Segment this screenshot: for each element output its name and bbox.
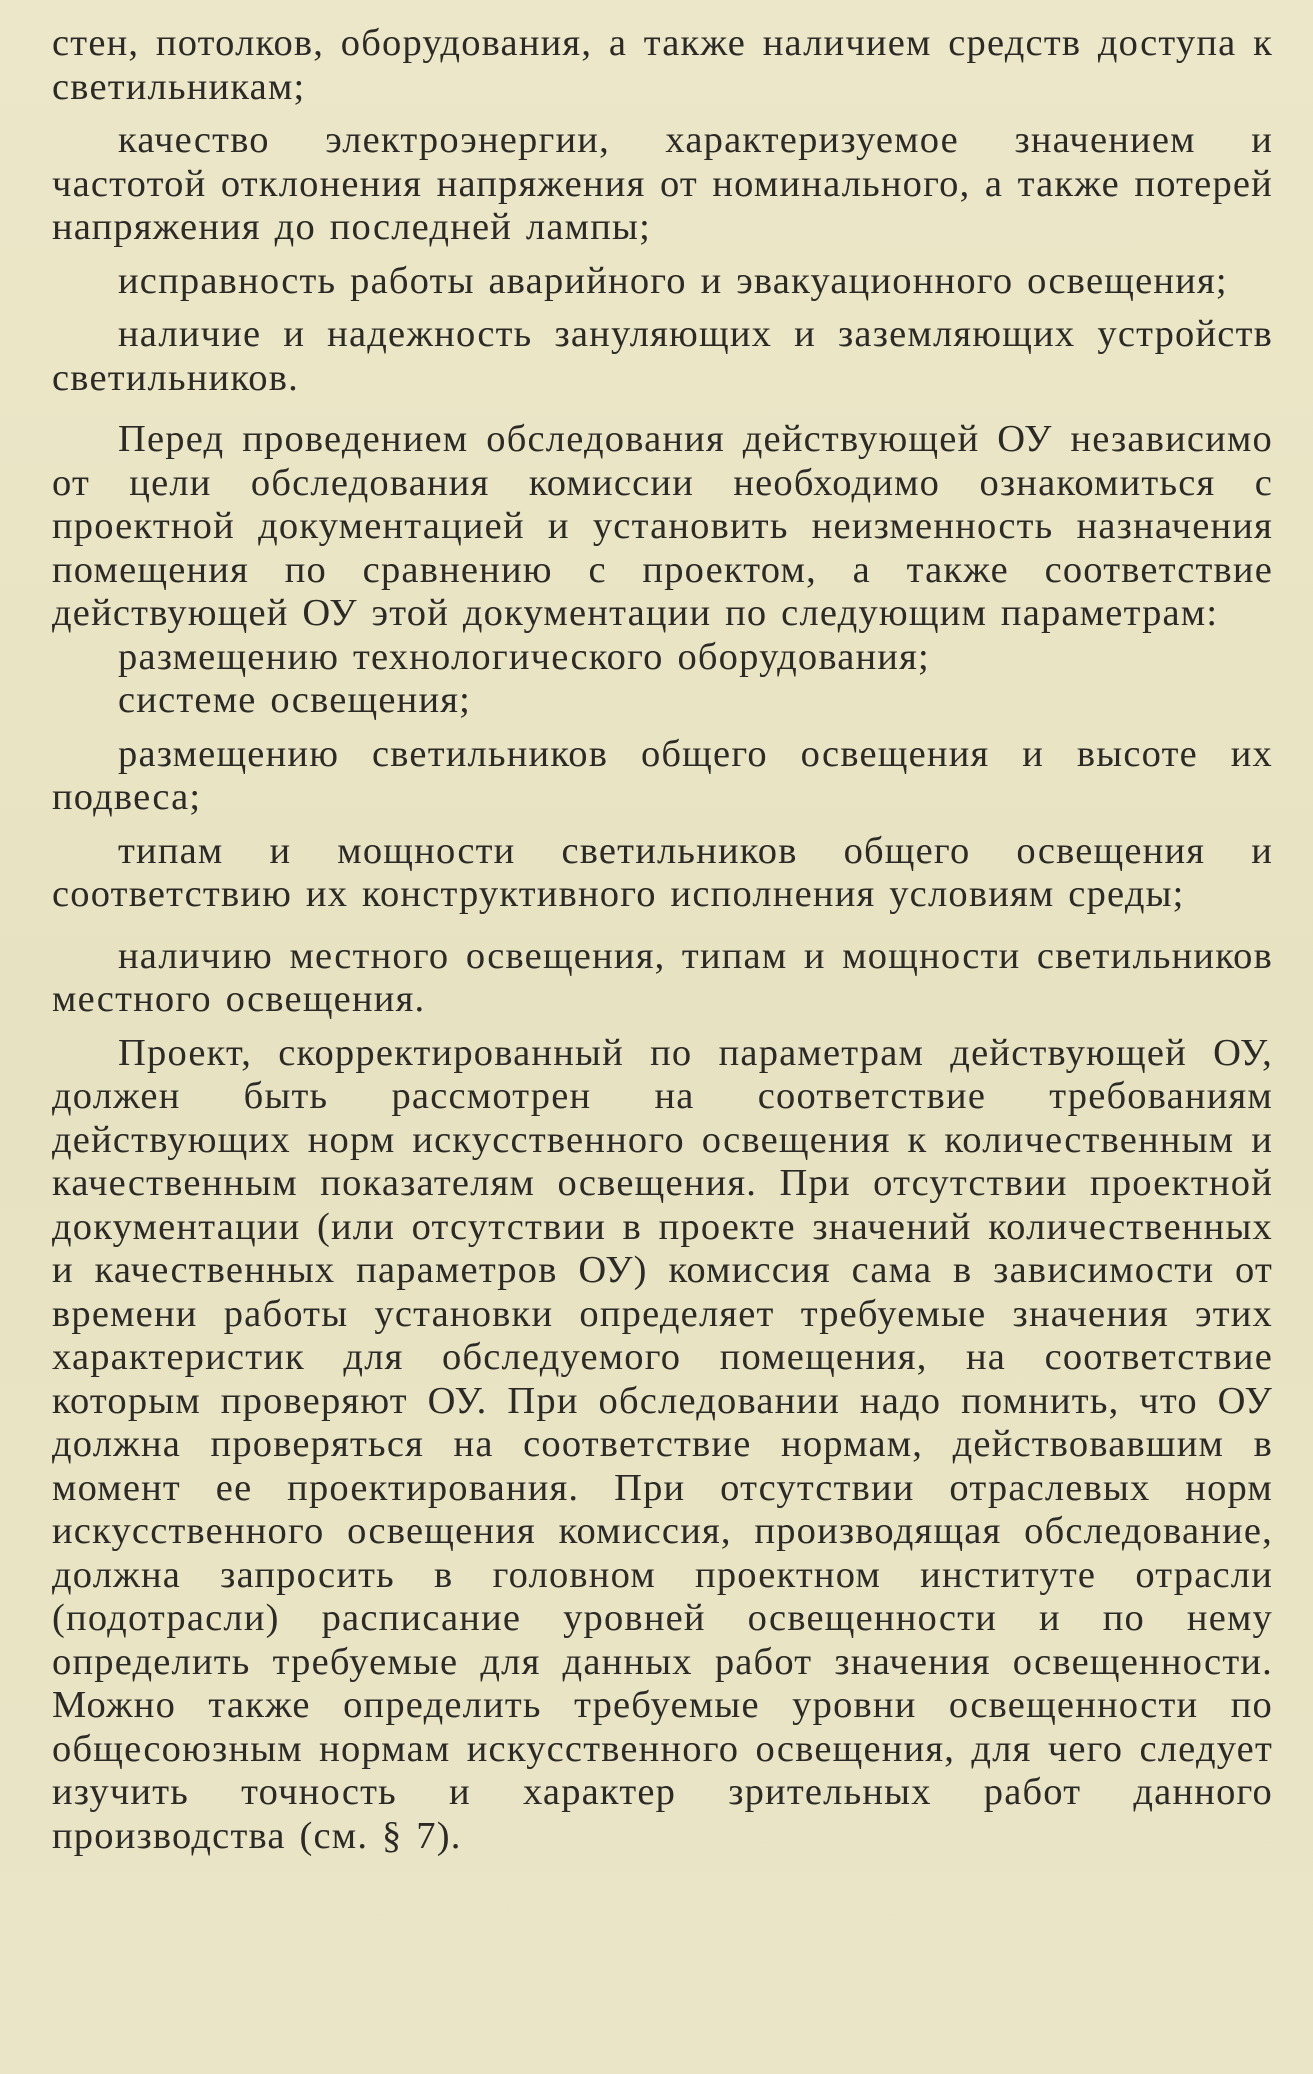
list-item-power-quality: качество электроэнергии, характеризуемое значением и частотой отклонения напряжения от номинального, а также потерей напряжения до последней лампы; — [52, 119, 1273, 248]
paragraph-project-review: Проект, скорректированный по параметрам действующей ОУ, должен быть рассмотрен на соответствие требованиям действующих норм искусственного освещения к количественным и качественным показателям освещения. При отсутствии проектной документации (или отсутствии в проекте значений количественных и качественных параметров ОУ) комиссия сама в зависимости от времени работы установки определяет требуемые значения этих характеристик для обследуемого помещения, на соответствие которым проверяют ОУ. При обследовании надо помнить, что ОУ должна проверяться на соответствие нормам, действовавшим в момент ее проектирования. При отсутствии отраслевых норм искусственного освещения комиссия, производящая обследование, должна запросить в головном проектном институте отрасли (подотрасли) расписание уровней освещенности и по нему определить требуемые для данных работ значения освещенности. Можно также определить требуемые уровни освещенности по общесоюзным нормам искусственного освещения, для чего следует изучить точность и характер зрительных работ данного производства (см. § 7). — [52, 1031, 1273, 1857]
list-item-grounding: наличие и надежность зануляющих и заземляющих устройств светильников. — [52, 313, 1273, 399]
list-item-local-lighting: наличию местного освещения, типам и мощности светильников местного освещения. — [52, 934, 1273, 1020]
paragraph-inspection-preparation: Перед проведением обследования действующей ОУ независимо от цели обследования комиссии необходимо ознакомиться с проектной документацией и установить неизменность назначения помещения по сравнению с проектом, а также соответствие действующей ОУ этой документации по следующим параметрам: — [52, 418, 1273, 634]
body-text — [52, 22, 1273, 1858]
paragraph-continued: стен, потолков, оборудования, а также наличием средств доступа к светильникам; — [52, 22, 1273, 108]
list-item-equipment-placement: размещению технологического оборудования; — [118, 635, 930, 678]
list-item-luminaire-types: типам и мощности светильников общего освещения и соответствию их конструктивного исполнения условиям среды; — [52, 829, 1273, 915]
list-item-luminaire-placement: размещению светильников общего освещения и высоте их подвеса; — [52, 732, 1273, 818]
list-item-lighting-system: системе освещения; — [118, 679, 472, 721]
list-item-emergency-lighting: исправность работы аварийного и эвакуационного освещения; — [118, 259, 1228, 302]
